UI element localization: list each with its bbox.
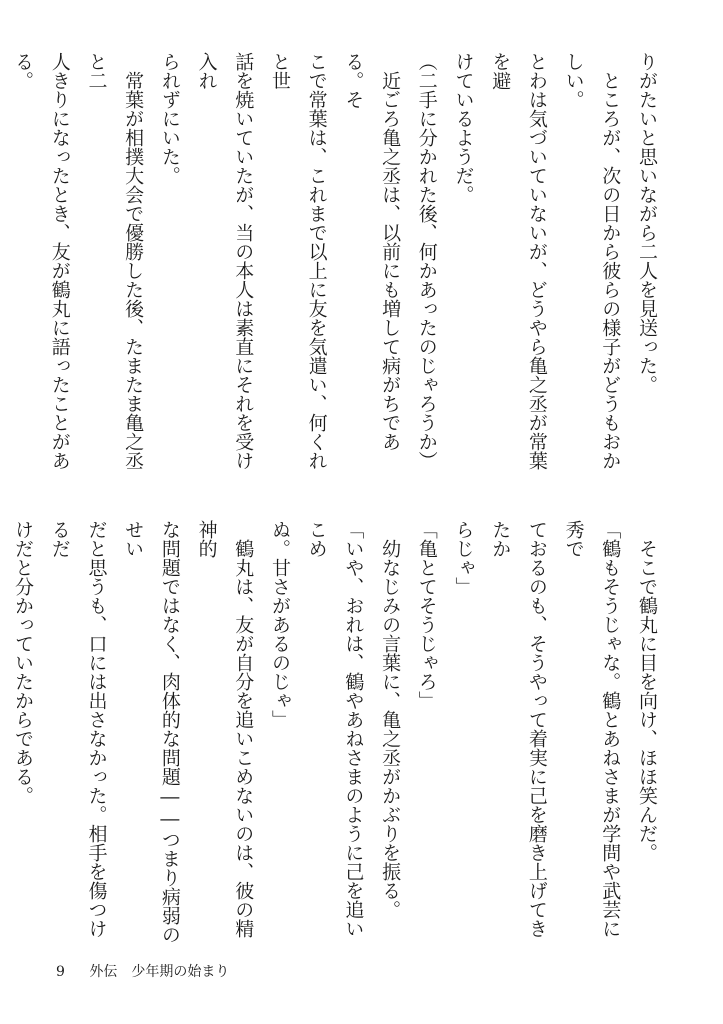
text-line: ておるのも、そうやって着実に己を磨き上げてきたか xyxy=(489,520,548,938)
text-line: られずにいた。 xyxy=(158,52,181,185)
text-line: だと思うも、口には出さなかった。相手を傷つけるだ xyxy=(48,520,108,938)
running-title: 外伝 少年期の始まり xyxy=(89,964,230,980)
text-line: らじゃ」 xyxy=(452,520,475,596)
text-line: りがたいと思いながら二人を見送った。 xyxy=(636,52,658,394)
text-line: こで常葉は、これまで以上に友を気遣い、何くれと世 xyxy=(268,52,328,470)
text-line: 「いや、おれは、鶴やあねさまのように己を追いこめ xyxy=(305,520,365,938)
text-line: 話を焼いていたが、当の本人は素直にそれを受け入れ xyxy=(195,52,255,470)
text-line xyxy=(0,52,4,479)
text-line: そこで鶴丸に目を向け、ほほ笑んだ。 xyxy=(636,520,658,862)
text-line: とわは気づいていないが、どうやら亀之丞が常葉を避 xyxy=(489,52,548,470)
text-line: 幼なじみの言葉に、亀之丞がかぶりを振る。 xyxy=(379,520,402,919)
text-line: けているようだ。 xyxy=(452,52,475,204)
text-line: （二手に分かれた後、何かあったのじゃろうか） xyxy=(415,52,438,470)
text-line: ところが、次の日から彼らの様子がどうもおかしい。 xyxy=(562,52,622,470)
text-line: けだと分かっていたからである。 xyxy=(12,520,35,805)
text-line: 人きりになったとき、友が鶴丸に語ったことがある。 xyxy=(12,52,71,470)
upper-text-block xyxy=(0,52,665,479)
text-line: 近ごろ亀之丞は、以前にも増して病がちである。そ xyxy=(342,52,402,451)
text-line: 「亀とてそうじゃろ」 xyxy=(415,520,438,710)
text-line: 鶴丸は、友が自分を追いこめないのは、彼の精神的 xyxy=(195,520,255,938)
text-line xyxy=(0,520,4,945)
text-line: な問題ではなく、肉体的な問題――つまり病弱のせい xyxy=(122,520,181,944)
text-line: 「鶴もそうじゃな。鶴とあねさまが学問や武芸に秀で xyxy=(562,520,622,938)
page-number: 9 xyxy=(56,964,65,980)
text-line: ぬ。甘さがあるのじゃ」 xyxy=(268,520,291,729)
page-footer xyxy=(56,962,229,982)
text-line: 常葉が相撲大会で優勝した後、たまたま亀之丞と二 xyxy=(85,52,145,470)
lower-text-block xyxy=(0,520,665,945)
